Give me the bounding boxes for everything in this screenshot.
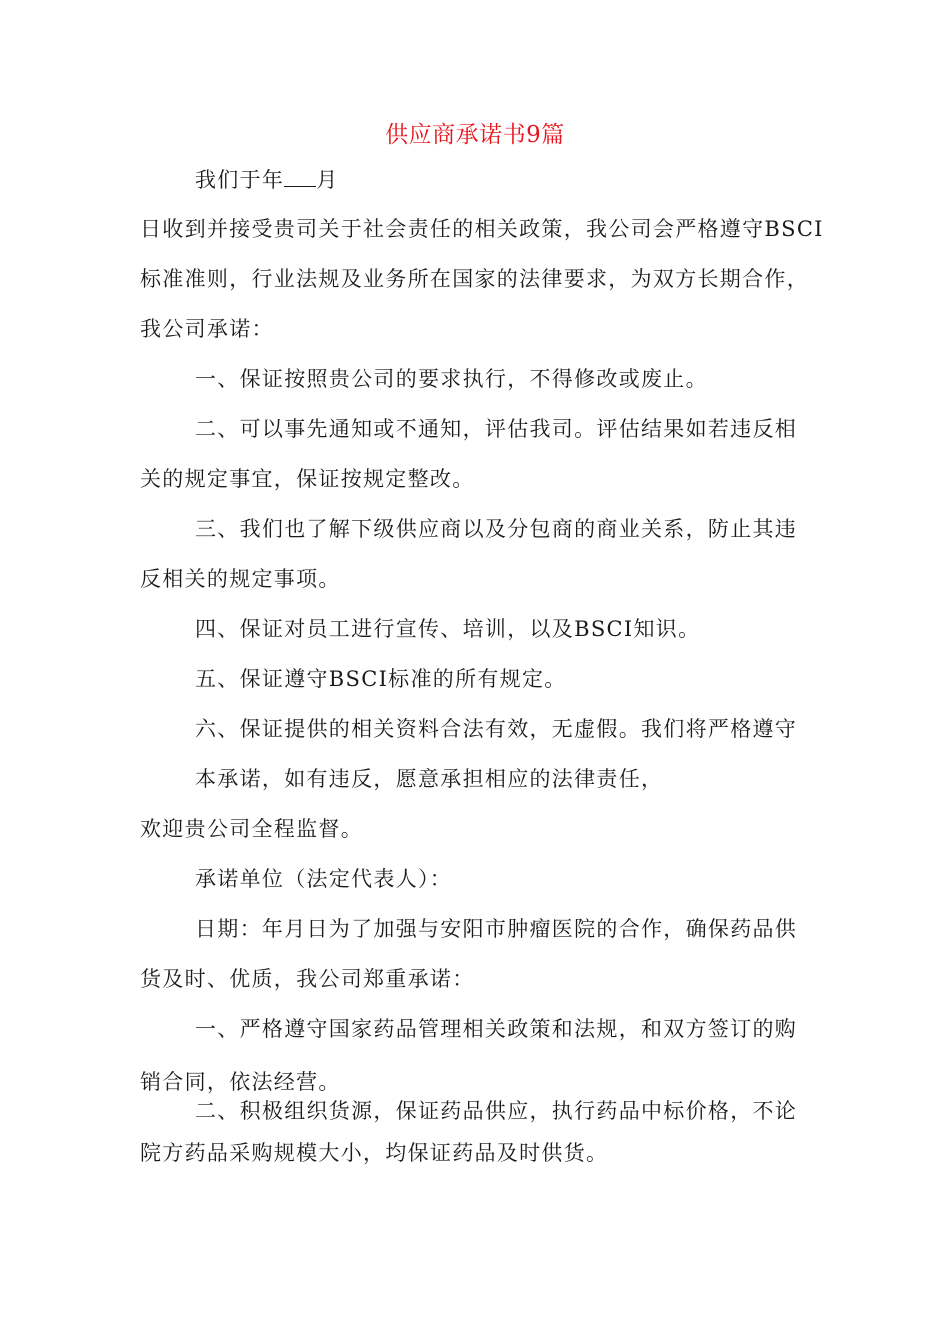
text-line: 日收到并接受贵司关于社会责任的相关政策，我公司会严格遵守BSCI (140, 217, 824, 241)
text-line: 三、我们也了解下级供应商以及分包商的商业关系，防止其违 (195, 517, 798, 541)
text-line: 日期：年月日为了加强与安阳市肿瘤医院的合作，确保药品供 (195, 917, 798, 941)
document-title: 供应商承诺书9篇 (385, 122, 565, 148)
text-line: 二、可以事先通知或不通知，评估我司。评估结果如若违反相 (195, 417, 798, 441)
text-line: 标准准则，行业法规及业务所在国家的法律要求，为双方长期合作， (140, 267, 809, 291)
blank-underline (284, 166, 316, 187)
text-line: 关的规定事宜，保证按规定整改。 (140, 467, 475, 491)
text-line: 欢迎贵公司全程监督。 (140, 817, 363, 841)
text-fragment: 我们于年 (195, 168, 285, 192)
text-line: 一、严格遵守国家药品管理相关政策和法规，和双方签订的购 (195, 1017, 798, 1041)
text-line: 反相关的规定事项。 (140, 567, 341, 591)
text-line: 六、保证提供的相关资料合法有效，无虚假。我们将严格遵守 (195, 717, 798, 741)
text-line: 承诺单位（法定代表人）： (195, 867, 453, 891)
text-line: 本承诺，如有违反，愿意承担相应的法律责任， (195, 767, 664, 791)
text-line: 一、保证按照贵公司的要求执行，不得修改或废止。 (195, 367, 708, 391)
text-line: 二、积极组织货源，保证药品供应，执行药品中标价格，不论 (195, 1099, 798, 1123)
text-line: 院方药品采购规模大小，均保证药品及时供货。 (140, 1141, 609, 1165)
text-line: 四、保证对员工进行宣传、培训，以及BSCI知识。 (195, 617, 701, 641)
text-line: 我公司承诺： (140, 317, 274, 341)
text-fragment: 月 (316, 168, 339, 192)
text-line: 销合同，依法经营。 (140, 1070, 341, 1094)
text-line: 货及时、优质，我公司郑重承诺： (140, 967, 475, 991)
text-line (195, 166, 339, 193)
text-line: 五、保证遵守BSCI标准的所有规定。 (195, 667, 567, 691)
